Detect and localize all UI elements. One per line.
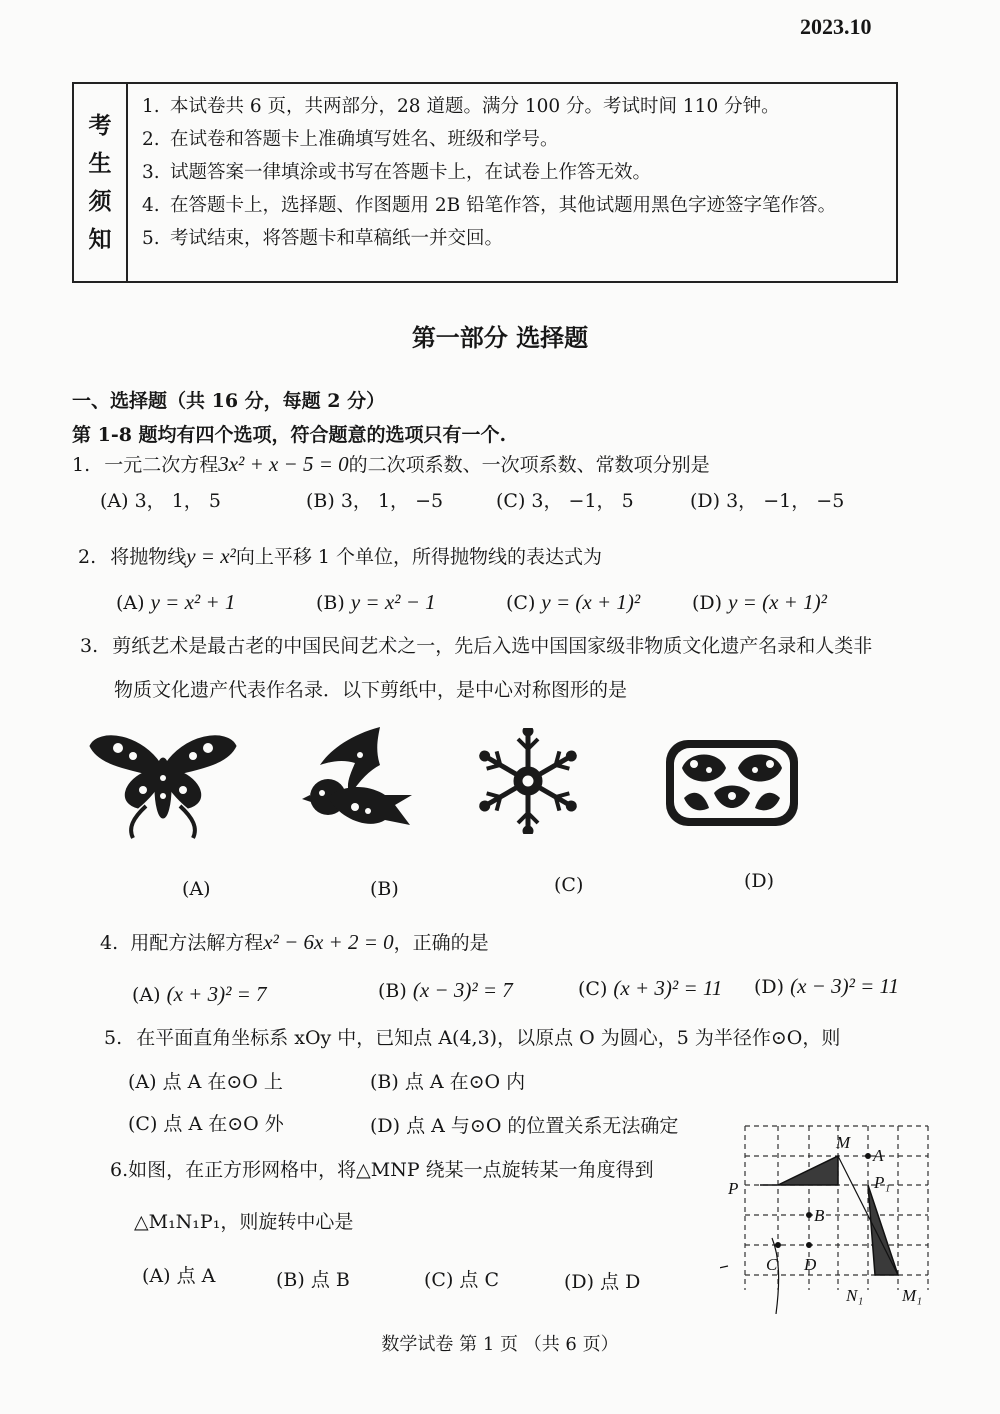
notice-item-number: 5. — [142, 228, 160, 249]
notice-item-number: 1. — [142, 96, 160, 117]
triangle-mnp — [778, 1156, 838, 1185]
option-d: (D) 点 D — [564, 1271, 641, 1293]
question-text: 的二次项系数、一次项系数、常数项分别是 — [348, 454, 710, 476]
label-p: P — [728, 1179, 739, 1198]
option-expression: y = x² − 1 — [350, 590, 436, 614]
question-number: 3. — [80, 635, 99, 657]
notice-item-text: 试题答案一律填涂或书写在答题卡上，在试卷上作答无效。 — [170, 162, 652, 183]
label-b: B — [814, 1206, 825, 1225]
notice-item-number: 3. — [142, 162, 160, 183]
question-number: 1. — [72, 454, 91, 476]
equation: x² − 6x + 2 = 0 — [263, 930, 394, 954]
notice-item-text: 本试卷共 6 页，共两部分，28 道题。满分 100 分。考试时间 110 分钟。 — [170, 96, 780, 117]
question-number: 2. — [78, 546, 97, 568]
option-expression: (x + 3)² = 11 — [613, 976, 723, 1000]
question-text: 向上平移 1 个单位，所得抛物线的表达式为 — [235, 546, 602, 568]
equation: 3x² + x − 5 = 0 — [218, 452, 349, 476]
question-3 — [80, 632, 872, 660]
option-expression: y = (x + 1)² — [728, 590, 827, 614]
option-d: (D) 3， −1， −5 — [690, 490, 845, 512]
option-expression: (x − 3)² = 7 — [412, 978, 513, 1002]
question-text: ，正确的是 — [393, 932, 489, 954]
option-d — [692, 588, 827, 617]
notice-head-char: 生 — [88, 149, 112, 177]
question-text: 在平面直角坐标系 xOy 中，已知点 A(4,3)，以原点 O 为圆心，5 为半径作⊙O，则 — [136, 1027, 841, 1049]
option-label: (C) — [578, 978, 608, 1000]
notice-item — [142, 189, 896, 222]
question-text: 用配方法解方程 — [130, 932, 264, 954]
question-number: 6. — [110, 1159, 129, 1181]
notice-item-number: 2. — [142, 129, 160, 150]
notice-item — [142, 222, 896, 255]
option-expression: y = x² + 1 — [150, 590, 236, 614]
question-1 — [72, 450, 710, 479]
option-c — [506, 588, 640, 617]
notice-head-char: 知 — [88, 225, 112, 253]
option-label: (B) — [378, 980, 407, 1002]
option-label: (A) — [132, 984, 161, 1006]
papercut-butterfly-figure — [88, 728, 238, 840]
label-a: A — [873, 1146, 884, 1165]
option-b: (B) 3， 1， −5 — [306, 490, 444, 512]
option-label: (D) — [692, 592, 723, 614]
question-5 — [104, 1024, 840, 1052]
question-text: 将抛物线 — [110, 546, 187, 568]
notice-item — [142, 156, 896, 189]
question-2 — [78, 542, 602, 571]
option-expression: (x + 3)² = 7 — [166, 982, 267, 1006]
option-a: (A) 3， 1， 5 — [100, 490, 221, 512]
label-c: C — [766, 1255, 778, 1274]
question-text: 物质文化遗产代表作名录．以下剪纸中，是中心对称图形的是 — [114, 679, 628, 701]
notice-item-text: 考试结束，将答题卡和草稿纸一并交回。 — [170, 228, 504, 249]
option-a — [116, 588, 235, 617]
part-title: 第一部分 选择题 — [411, 323, 589, 352]
label-p1: P₁ — [874, 1173, 891, 1192]
option-a — [132, 980, 267, 1009]
notice-items — [128, 84, 896, 281]
papercut-fish-figure — [664, 738, 800, 828]
notice-head-char: 须 — [88, 187, 112, 215]
notice-item — [142, 123, 896, 156]
option-label: (B) — [316, 592, 345, 614]
option-b: (B) 点 A 在⊙O 内 — [370, 1071, 526, 1093]
exam-date: 2023.10 — [800, 14, 872, 39]
option-label: (D) — [754, 976, 785, 998]
question-text: △M₁N₁P₁，则旋转中心是 — [134, 1211, 354, 1233]
triangle-m1n1p1 — [868, 1185, 898, 1275]
papercut-snowflake-figure — [470, 728, 586, 834]
option-d: (D) 点 A 与⊙O 的位置关系无法确定 — [370, 1115, 679, 1137]
option-expression: (x − 3)² = 11 — [790, 974, 899, 998]
label-m: M — [836, 1133, 851, 1152]
rotation-grid-figure — [720, 1118, 952, 1314]
option-label: (A) — [116, 592, 145, 614]
question-text: 一元二次方程 — [104, 454, 219, 476]
question-4 — [100, 928, 489, 957]
notice-heading — [74, 84, 128, 281]
section-title: 一、选择题（共 16 分，每题 2 分） — [72, 390, 386, 412]
option-a: (A) 点 A — [142, 1265, 216, 1287]
papercut-bird-figure — [300, 725, 415, 840]
notice-item-text: 在试卷和答题卡上准确填写姓名、班级和学号。 — [170, 129, 559, 150]
figure-label-c: (C) — [554, 874, 584, 896]
option-a: (A) 点 A 在⊙O 上 — [128, 1071, 283, 1093]
figure-label-d: (D) — [744, 870, 775, 892]
page-footer: 数学试卷 第 1 页 （共 6 页） — [381, 1334, 619, 1355]
question-text: 如图，在正方形网格中，将△MNP 绕某一点旋转某一角度得到 — [128, 1159, 654, 1181]
question-number: 4. — [100, 932, 119, 954]
option-d — [754, 972, 899, 1001]
equation: y = x² — [186, 544, 236, 568]
exam-notice-box — [72, 82, 898, 283]
option-expression: y = (x + 1)² — [541, 590, 641, 614]
option-b — [378, 976, 513, 1005]
notice-item — [142, 90, 896, 123]
option-b — [316, 588, 436, 617]
notice-item-text: 在答题卡上，选择题、作图题用 2B 铅笔作答，其他试题用黑色字迹签字笔作答。 — [170, 195, 837, 216]
question-number: 5. — [104, 1027, 123, 1049]
label-n1: N₁ — [846, 1286, 864, 1305]
option-b: (B) 点 B — [276, 1269, 350, 1291]
option-c: (C) 点 C — [424, 1269, 499, 1291]
option-label: (C) — [506, 592, 536, 614]
question-text: 剪纸艺术是最古老的中国民间艺术之一，先后入选中国国家级非物质文化遗产名录和人类非 — [112, 635, 873, 657]
notice-head-char: 考 — [88, 111, 112, 139]
option-c — [578, 974, 722, 1003]
section-note: 第 1-8 题均有四个选项，符合题意的选项只有一个. — [72, 424, 507, 446]
figure-label-b: (B) — [370, 878, 399, 900]
label-m1: M₁ — [902, 1286, 923, 1305]
figure-label-a: (A) — [182, 878, 211, 900]
label-d: D — [804, 1255, 817, 1274]
option-c: (C) 点 A 在⊙O 外 — [128, 1113, 284, 1135]
question-6 — [110, 1156, 654, 1184]
notice-item-number: 4. — [142, 195, 160, 216]
option-c: (C) 3， −1， 5 — [496, 490, 634, 512]
